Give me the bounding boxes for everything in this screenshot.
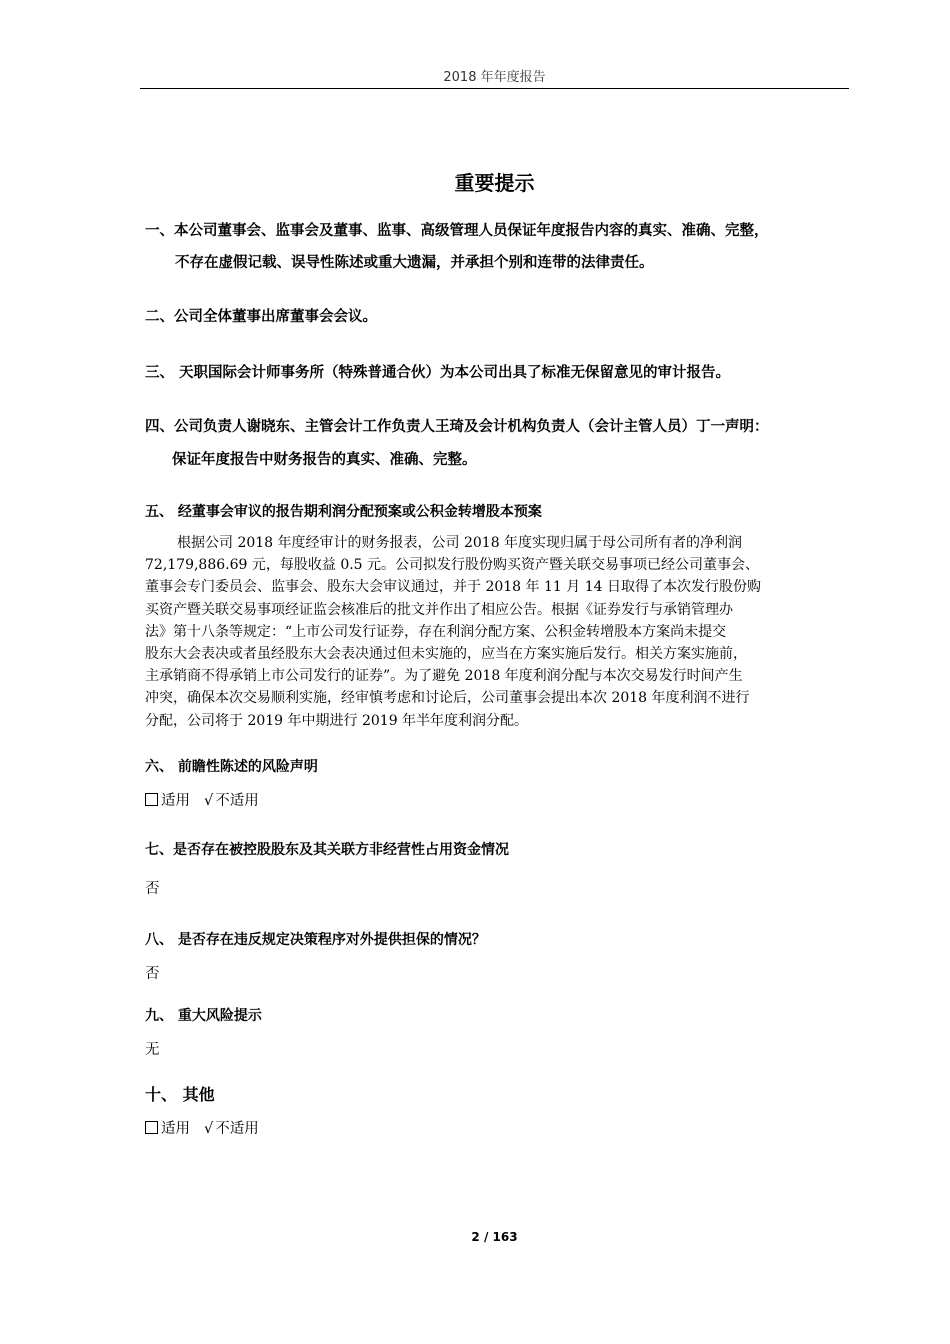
section-1-line-2: 不存在虚假记载、误导性陈述或重大遗漏，并承担个别和连带的法律责任。 xyxy=(175,255,654,271)
section-8-heading: 八、 是否存在违反规定决策程序对外提供担保的情况？ xyxy=(145,932,486,948)
checkbox-icon xyxy=(145,793,158,806)
section-2: 二、公司全体董事出席董事会会议。 xyxy=(145,309,377,325)
paragraph-line: 董事会专门委员会、监事会、股东大会审议通过，并于 2018 年 11 月 14 日取得了本次发行股份购 xyxy=(145,579,761,596)
applicable-label: 适用 xyxy=(161,793,190,809)
section-8-answer: 否 xyxy=(145,966,160,982)
section-9-heading: 九、 重大风险提示 xyxy=(145,1008,262,1024)
section-5-heading: 五、 经董事会审议的报告期利润分配预案或公积金转增股本预案 xyxy=(145,504,542,520)
section-4-line-1: 四、公司负责人谢晓东、主管会计工作负责人王琦及会计机构负责人（会计主管人员）丁一声明： xyxy=(145,419,769,435)
paragraph-line: 法》第十八条等规定：“上市公司发行证券，存在利润分配方案、公积金转增股本方案尚未提交 xyxy=(145,623,727,640)
section-10-options xyxy=(145,1117,259,1138)
section-7-heading: 七、是否存在被控股股东及其关联方非经营性占用资金情况 xyxy=(145,842,509,858)
checkmark-icon: √ xyxy=(204,1121,214,1137)
paragraph-line: 主承销商不得承销上市公司发行的证券”。为了避免 2018 年度利润分配与本次交易发行时间产生 xyxy=(145,668,743,685)
paragraph-line: 冲突，确保本次交易顺利实施，经审慎考虑和讨论后，公司董事会提出本次 2018 年度利润不进行 xyxy=(145,690,750,707)
page-header: 2018 年年度报告 xyxy=(443,70,546,85)
paragraph-line: 股东大会表决或者虽经股东大会表决通过但未实施的，应当在方案实施后发行。相关方案实施前， xyxy=(145,646,747,663)
section-10-heading: 十、 其他 xyxy=(145,1085,215,1104)
section-6-heading: 六、 前瞻性陈述的风险声明 xyxy=(145,759,318,775)
checkmark-icon: √ xyxy=(204,793,214,809)
section-9-answer: 无 xyxy=(145,1042,160,1058)
section-3: 三、 天职国际会计师事务所（特殊普通合伙）为本公司出具了标准无保留意见的审计报告。 xyxy=(145,365,731,381)
not-applicable-label: 不适用 xyxy=(215,793,259,809)
header-rule xyxy=(140,88,849,89)
section-1-line-1: 一、本公司董事会、监事会及董事、监事、高级管理人员保证年度报告内容的真实、准确、完整， xyxy=(145,223,769,239)
applicable-label: 适用 xyxy=(161,1121,190,1137)
section-5-paragraph xyxy=(145,532,849,732)
paragraph-line: 根据公司 2018 年度经审计的财务报表，公司 2018 年度实现归属于母公司所有者的净利润 xyxy=(177,535,743,551)
section-4-line-2: 保证年度报告中财务报告的真实、准确、完整。 xyxy=(172,452,477,468)
paragraph-line: 分配，公司将于 2019 年中期进行 2019 年半年度利润分配。 xyxy=(145,712,529,729)
checkbox-icon xyxy=(145,1121,158,1134)
section-7-answer: 否 xyxy=(145,881,160,897)
paragraph-line: 72,179,886.69 元，每股收益 0.5 元。公司拟发行股份购买资产暨关联交易事项已经公司董事会、 xyxy=(145,557,760,574)
page-number: 2 / 163 xyxy=(471,1230,518,1244)
page-title: 重要提示 xyxy=(454,171,535,195)
section-6-options xyxy=(145,789,259,810)
paragraph-line: 买资产暨关联交易事项经证监会核准后的批文并作出了相应公告。根据《证券发行与承销管理办 xyxy=(145,601,733,618)
not-applicable-label: 不适用 xyxy=(215,1121,259,1137)
